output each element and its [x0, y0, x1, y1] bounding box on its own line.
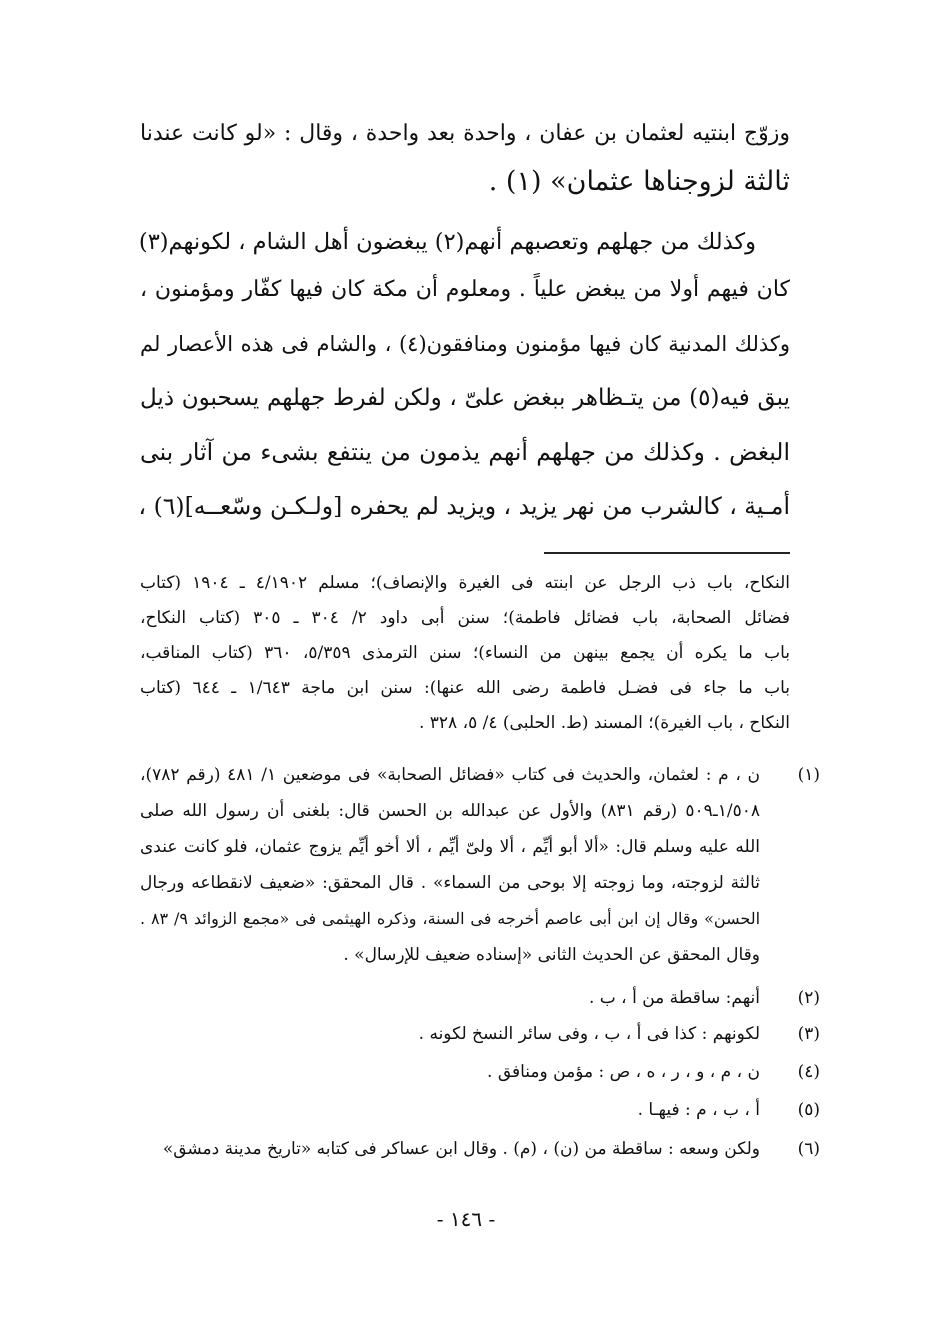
footnote-line: وقال المحقق عن الحديث الثانى «إسناده ضعيف للإرسال» .	[343, 945, 760, 965]
footnote-number: (١)	[797, 765, 820, 785]
body-line: وكذلك من جهلهم وتعصبهم أنهم(٢) يبغضون أهل الشام ، لكونهم(٣)	[138, 229, 756, 255]
footnote-number: (٦)	[797, 1139, 820, 1159]
footnote-line: ١/٥٠٨ـ٥٠٩ (رقم ٨٣١) والأول عن عبدالله بن الحسن قال: بلغنى أن رسول الله صلى	[140, 801, 760, 821]
footnote-number: (٣)	[797, 1024, 820, 1044]
body-line: وكذلك المدنية كان فيها مؤمنون ومنافقون(٤) ، والشام فى هذه الأعصار لم	[140, 332, 791, 356]
footnote-separator	[544, 552, 790, 554]
footnote-continuation-line: باب ما جاء فى فضـل فاطمة رضى الله عنها): سنن ابن ماجة ١/٦٤٣ ـ ٦٤٤ (كتاب	[140, 678, 790, 698]
footnote-line: ولكن وسعه : ساقطة من (ن) ، (م) . وقال ابن عساكر فى كتابه «تاريخ مدينة دمشق»	[162, 1139, 760, 1159]
footnote-number: (٤)	[797, 1062, 820, 1082]
footnote-continuation-line: النكاح ، باب الغيرة)؛ المسند (ط. الحلبى) ٤/ ٥، ٣٢٨ .	[418, 713, 790, 733]
footnote-continuation-line: النكاح، باب ذب الرجل عن ابنته فى الغيرة والإنصاف)؛ مسلم ٤/١٩٠٢ ـ ١٩٠٤ (كتاب	[140, 573, 790, 593]
footnote-continuation-line: باب ما يكره أن يجمع بينهن من النساء)؛ سنن الترمذى ٥/٣٥٩، ٣٦٠ (كتاب المناقب،	[140, 643, 790, 663]
footnote-line: ن ، م : لعثمان، والحديث فى كتاب «فضائل الصحابة» فى موضعين ١/ ٤٨١ (رقم ٧٨٢)،	[140, 765, 760, 785]
footnote-number: (٢)	[797, 988, 820, 1008]
footnote-continuation-line: فضائل الصحابة، باب فضائل فاطمة)؛ سنن أبى داود ٢/ ٣٠٤ ـ ٣٠٥ (كتاب النكاح،	[140, 608, 790, 628]
body-line: البغض . وكذلك من جهلهم أنهم يذمون من ينتفع بشىء من آثار بنى	[140, 438, 790, 466]
footnote-line: ثالثة لزوجته، وما زوجته إلا بوحى من السماء» . قال المحقق: «ضعيف لانقطاعه ورجال	[140, 873, 760, 893]
body-line: ثالثة لزوجناها عثمان» (١) .	[488, 166, 790, 197]
footnote-line: أ ، ب ، م : فيهـا .	[637, 1100, 760, 1120]
footnote-line: أنهم: ساقطة من أ ، ب .	[588, 988, 760, 1008]
footnote-line: الحسن» وقال إن ابن أبى عاصم أخرجه فى السنة، وذكره الهيثمى فى «مجمع الزوائد ٩/ ٨٣ .	[140, 909, 761, 928]
body-line: وزوّج ابنتيه لعثمان بن عفان ، واحدة بعد واحدة ، وقال : «لو كانت عندنا	[140, 121, 790, 146]
body-line: أمـية ، كالشرب من نهر يزيد ، ويزيد لم يحفره [ولـكـن وسّعــه](٦) ،	[138, 492, 790, 520]
footnote-number: (٥)	[797, 1100, 820, 1120]
footnote-line: الله عليه وسلم قال: «ألا أبو أيِّم ، ألا ولىّ أيِّم ، ألا أخو أيِّم يزوج عثمان، فلو كانت عندى	[140, 837, 760, 857]
footnote-line: لكونهم : كذا فى أ ، ب ، وفى سائر النسخ لكونه .	[418, 1024, 760, 1044]
body-line: كان فيهم أولا من يبغض علياً . ومعلوم أن مكة كان فيها كفّار ومؤمنون ،	[140, 277, 790, 302]
footnote-line: ن ، م ، و ، ر ، ه ، ص : مؤمن ومنافق .	[487, 1062, 760, 1082]
page-number: - ١٤٦ -	[436, 1207, 496, 1231]
body-line: يبق فيه(٥) من يتـظاهر ببغض علىّ ، ولكن لفرط جهلهم يسحبون ذيل	[140, 385, 790, 411]
